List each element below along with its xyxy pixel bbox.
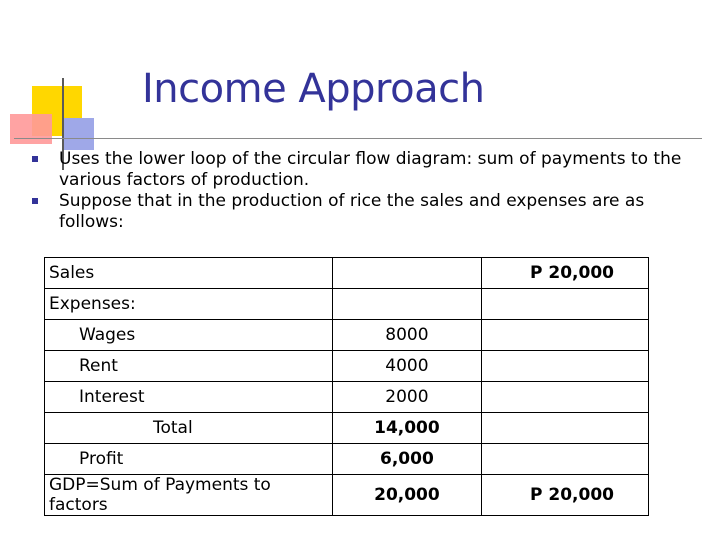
- row-value: 6,000: [332, 444, 481, 475]
- bullet-text: Suppose that in the production of rice the sales and expenses are as follows:: [59, 191, 645, 232]
- row-value: 20,000: [332, 475, 481, 516]
- row-value: 4000: [332, 351, 481, 382]
- row-label: GDP=Sum of Payments to factors: [45, 475, 333, 516]
- bullet-item: [28, 149, 708, 191]
- slide-title: Income Approach: [142, 66, 485, 112]
- row-label: Profit: [45, 444, 333, 475]
- row-label: Rent: [45, 351, 333, 382]
- row-label: Expenses:: [45, 289, 333, 320]
- bullet-text: Uses the lower loop of the circular flow diagram: sum of payments to the various factors of production.: [59, 149, 682, 190]
- table-row-total: [45, 413, 649, 444]
- table-row-profit: [45, 444, 649, 475]
- row-label: Interest: [45, 382, 333, 413]
- row-total: [481, 289, 648, 320]
- table-row-interest: [45, 382, 649, 413]
- bullet-item: [28, 191, 708, 233]
- bullet-list: [28, 149, 708, 233]
- row-label: Total: [45, 413, 333, 444]
- row-total: [481, 351, 648, 382]
- row-total: [481, 382, 648, 413]
- row-label: Sales: [45, 258, 333, 289]
- row-value: 2000: [332, 382, 481, 413]
- table-row-gdp: [45, 475, 649, 516]
- table-row-sales: [45, 258, 649, 289]
- bullet-square-icon: [32, 198, 38, 204]
- table-row-expenses: [45, 289, 649, 320]
- bullet-square-icon: [32, 156, 38, 162]
- row-value: [332, 258, 481, 289]
- row-value: 14,000: [332, 413, 481, 444]
- income-table: [44, 257, 649, 516]
- table-row-wages: [45, 320, 649, 351]
- row-value: 8000: [332, 320, 481, 351]
- row-value: [332, 289, 481, 320]
- decor-red-square: [10, 114, 52, 144]
- title-divider: [14, 138, 702, 139]
- row-label: Wages: [45, 320, 333, 351]
- row-total: P 20,000: [481, 475, 648, 516]
- row-total: [481, 413, 648, 444]
- table-row-rent: [45, 351, 649, 382]
- decor-blue-square: [62, 118, 94, 150]
- row-total: [481, 444, 648, 475]
- row-total: [481, 320, 648, 351]
- row-total: P 20,000: [481, 258, 648, 289]
